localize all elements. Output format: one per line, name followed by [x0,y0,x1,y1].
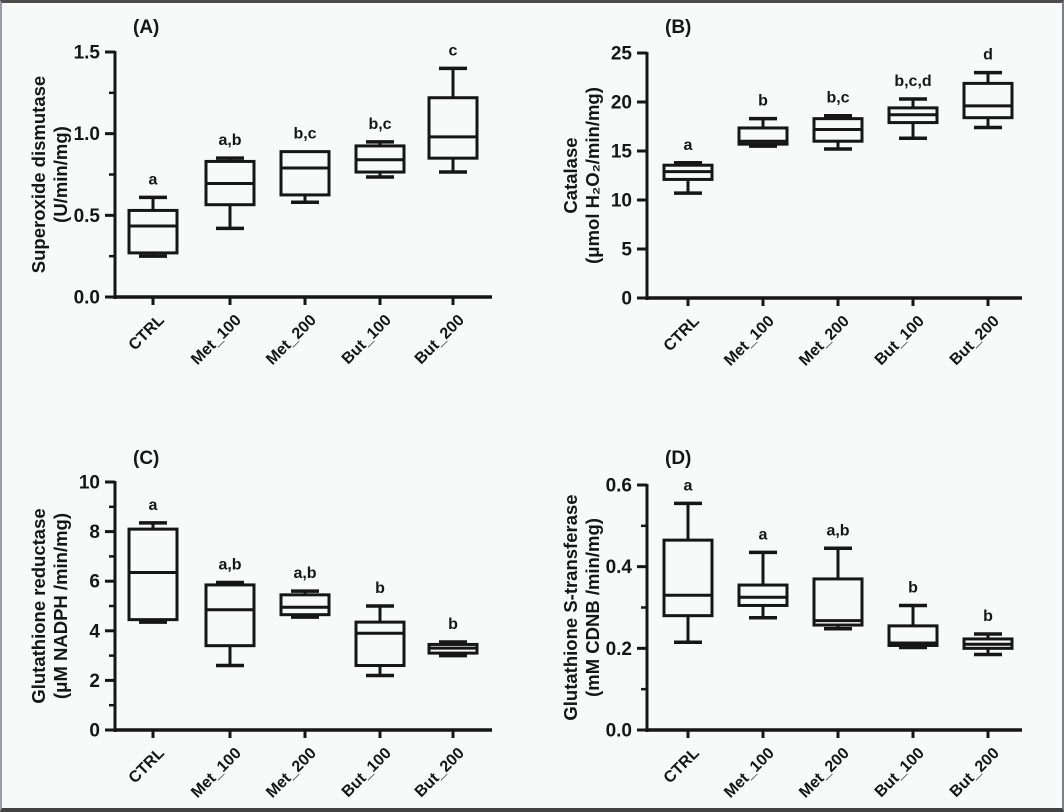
panel-letter: (A) [133,17,160,38]
ytick-label: 0.0 [73,287,100,309]
iqr-box [964,83,1012,117]
y-axis-label-line1: Glutathione S-transferase [560,494,581,721]
xtick-label-CTRL: CTRL [660,744,703,787]
sig-letter-But_100: b [908,579,918,597]
xtick-label-But_100: But_100 [871,744,928,801]
sig-letter-Met_200: a,b [826,522,850,540]
xtick-label-Met_100: Met_100 [721,744,778,802]
xtick-label-Met_200: Met_200 [263,744,320,802]
sig-letter-CTRL: a [148,171,158,189]
box-Met_100 [206,132,254,228]
box-Met_200 [281,126,329,203]
iqr-box [739,585,787,605]
ytick-label: 6 [89,571,100,593]
sig-letter-Met_100: a,b [218,132,242,150]
panel-C [28,448,492,801]
xtick-label-But_200: But_200 [411,744,468,801]
xtick-label-CTRL: CTRL [125,311,168,354]
box-But_100 [356,580,404,675]
xtick-label-But_100: But_100 [871,312,928,369]
xtick-label-But_200: But_200 [411,311,468,368]
xtick-label-But_100: But_100 [338,744,395,801]
sig-letter-Met_100: b [758,92,768,110]
panel-letter: (B) [665,17,692,38]
panel-letter: (C) [133,448,160,469]
box-But_100 [889,579,937,647]
ytick-label: 0.6 [605,475,632,497]
iqr-box [664,540,712,616]
ytick-label: 10 [78,472,100,494]
ytick-label: 8 [89,522,100,544]
box-Met_200 [814,522,862,628]
box-CTRL [664,477,712,642]
sig-letter-Met_200: b,c [293,125,317,143]
xtick-label-But_200: But_200 [946,744,1003,801]
sig-letter-But_200: c [448,42,458,60]
xtick-label-But_100: But_100 [338,311,395,368]
xtick-label-CTRL: CTRL [125,744,168,787]
ytick-label: 0.4 [605,557,632,579]
ytick-label: 1.5 [73,42,100,64]
y-axis-label-line1: Catalase [560,137,581,214]
iqr-box [281,595,329,615]
xtick-label-But_200: But_200 [946,312,1003,369]
box-Met_200 [814,90,862,149]
xtick-label-Met_200: Met_200 [796,744,853,802]
sig-letter-But_100: b [375,580,385,597]
y-axis-label-line2: (mM CDNB /min/mg) [582,518,603,697]
panel-D [560,448,1022,801]
box-CTRL [129,497,177,622]
box-But_100 [356,116,404,177]
box-But_200 [429,42,477,172]
xtick-label-CTRL: CTRL [660,312,703,355]
xtick-label-Met_100: Met_100 [188,311,245,369]
y-axis-label-line2: (μM NADPH /min/mg) [50,512,71,700]
y-axis-label-line2: (U/min/mg) [50,126,71,223]
panel-A [28,17,492,368]
box-Met_200 [281,565,329,617]
sig-letter-Met_100: a,b [218,556,242,574]
ytick-label: 1.0 [73,124,100,146]
sig-letter-Met_200: b,c [826,89,850,107]
iqr-box [356,622,404,665]
iqr-box [129,529,177,620]
y-axis-label-line2: (μmol H₂O₂/min/mg) [582,87,603,264]
ytick-label: 25 [610,43,632,65]
sig-letter-But_100: b,c [368,115,392,133]
iqr-box [429,98,477,158]
sig-letter-CTRL: a [683,477,693,495]
ytick-label: 20 [610,92,632,114]
sig-letter-CTRL: a [683,136,693,154]
box-Met_100 [739,526,787,617]
sig-letter-But_200: b [983,608,993,626]
box-But_200 [964,608,1012,654]
y-axis-label-line1: Glutathione reductase [28,508,49,704]
iqr-box [814,579,862,625]
box-Met_100 [206,556,254,665]
ytick-label: 0 [89,720,100,742]
sig-letter-Met_200: a,b [293,565,317,583]
ytick-label: 0.0 [605,720,632,742]
box-CTRL [129,171,177,256]
iqr-box [206,585,254,646]
sig-letter-Met_100: a [758,526,768,544]
xtick-label-Met_200: Met_200 [263,311,320,369]
ytick-label: 15 [610,141,632,163]
box-But_200 [964,47,1012,128]
ytick-label: 10 [610,190,632,212]
sig-letter-CTRL: a [148,496,158,514]
ytick-label: 4 [89,621,100,643]
xtick-label-Met_100: Met_100 [721,312,778,370]
iqr-box [281,152,329,195]
ytick-label: 2 [89,670,100,692]
box-But_100 [889,73,937,138]
box-But_200 [429,616,477,656]
box-CTRL [664,137,712,193]
y-axis-label-line1: Superoxide dismutase [28,75,49,274]
box-Met_100 [739,93,787,146]
sig-letter-But_100: b,c,d [894,73,932,91]
ytick-label: 0.5 [73,205,100,227]
ytick-label: 0.2 [605,638,632,660]
iqr-box [129,210,177,252]
sig-letter-But_200: b [448,615,458,633]
ytick-label: 5 [621,239,632,261]
panel-letter: (D) [665,448,692,469]
sig-letter-But_200: d [983,46,993,64]
xtick-label-Met_200: Met_200 [796,312,853,370]
ytick-label: 0 [621,288,632,310]
xtick-label-Met_100: Met_100 [188,744,245,802]
panel-B [560,17,1022,369]
